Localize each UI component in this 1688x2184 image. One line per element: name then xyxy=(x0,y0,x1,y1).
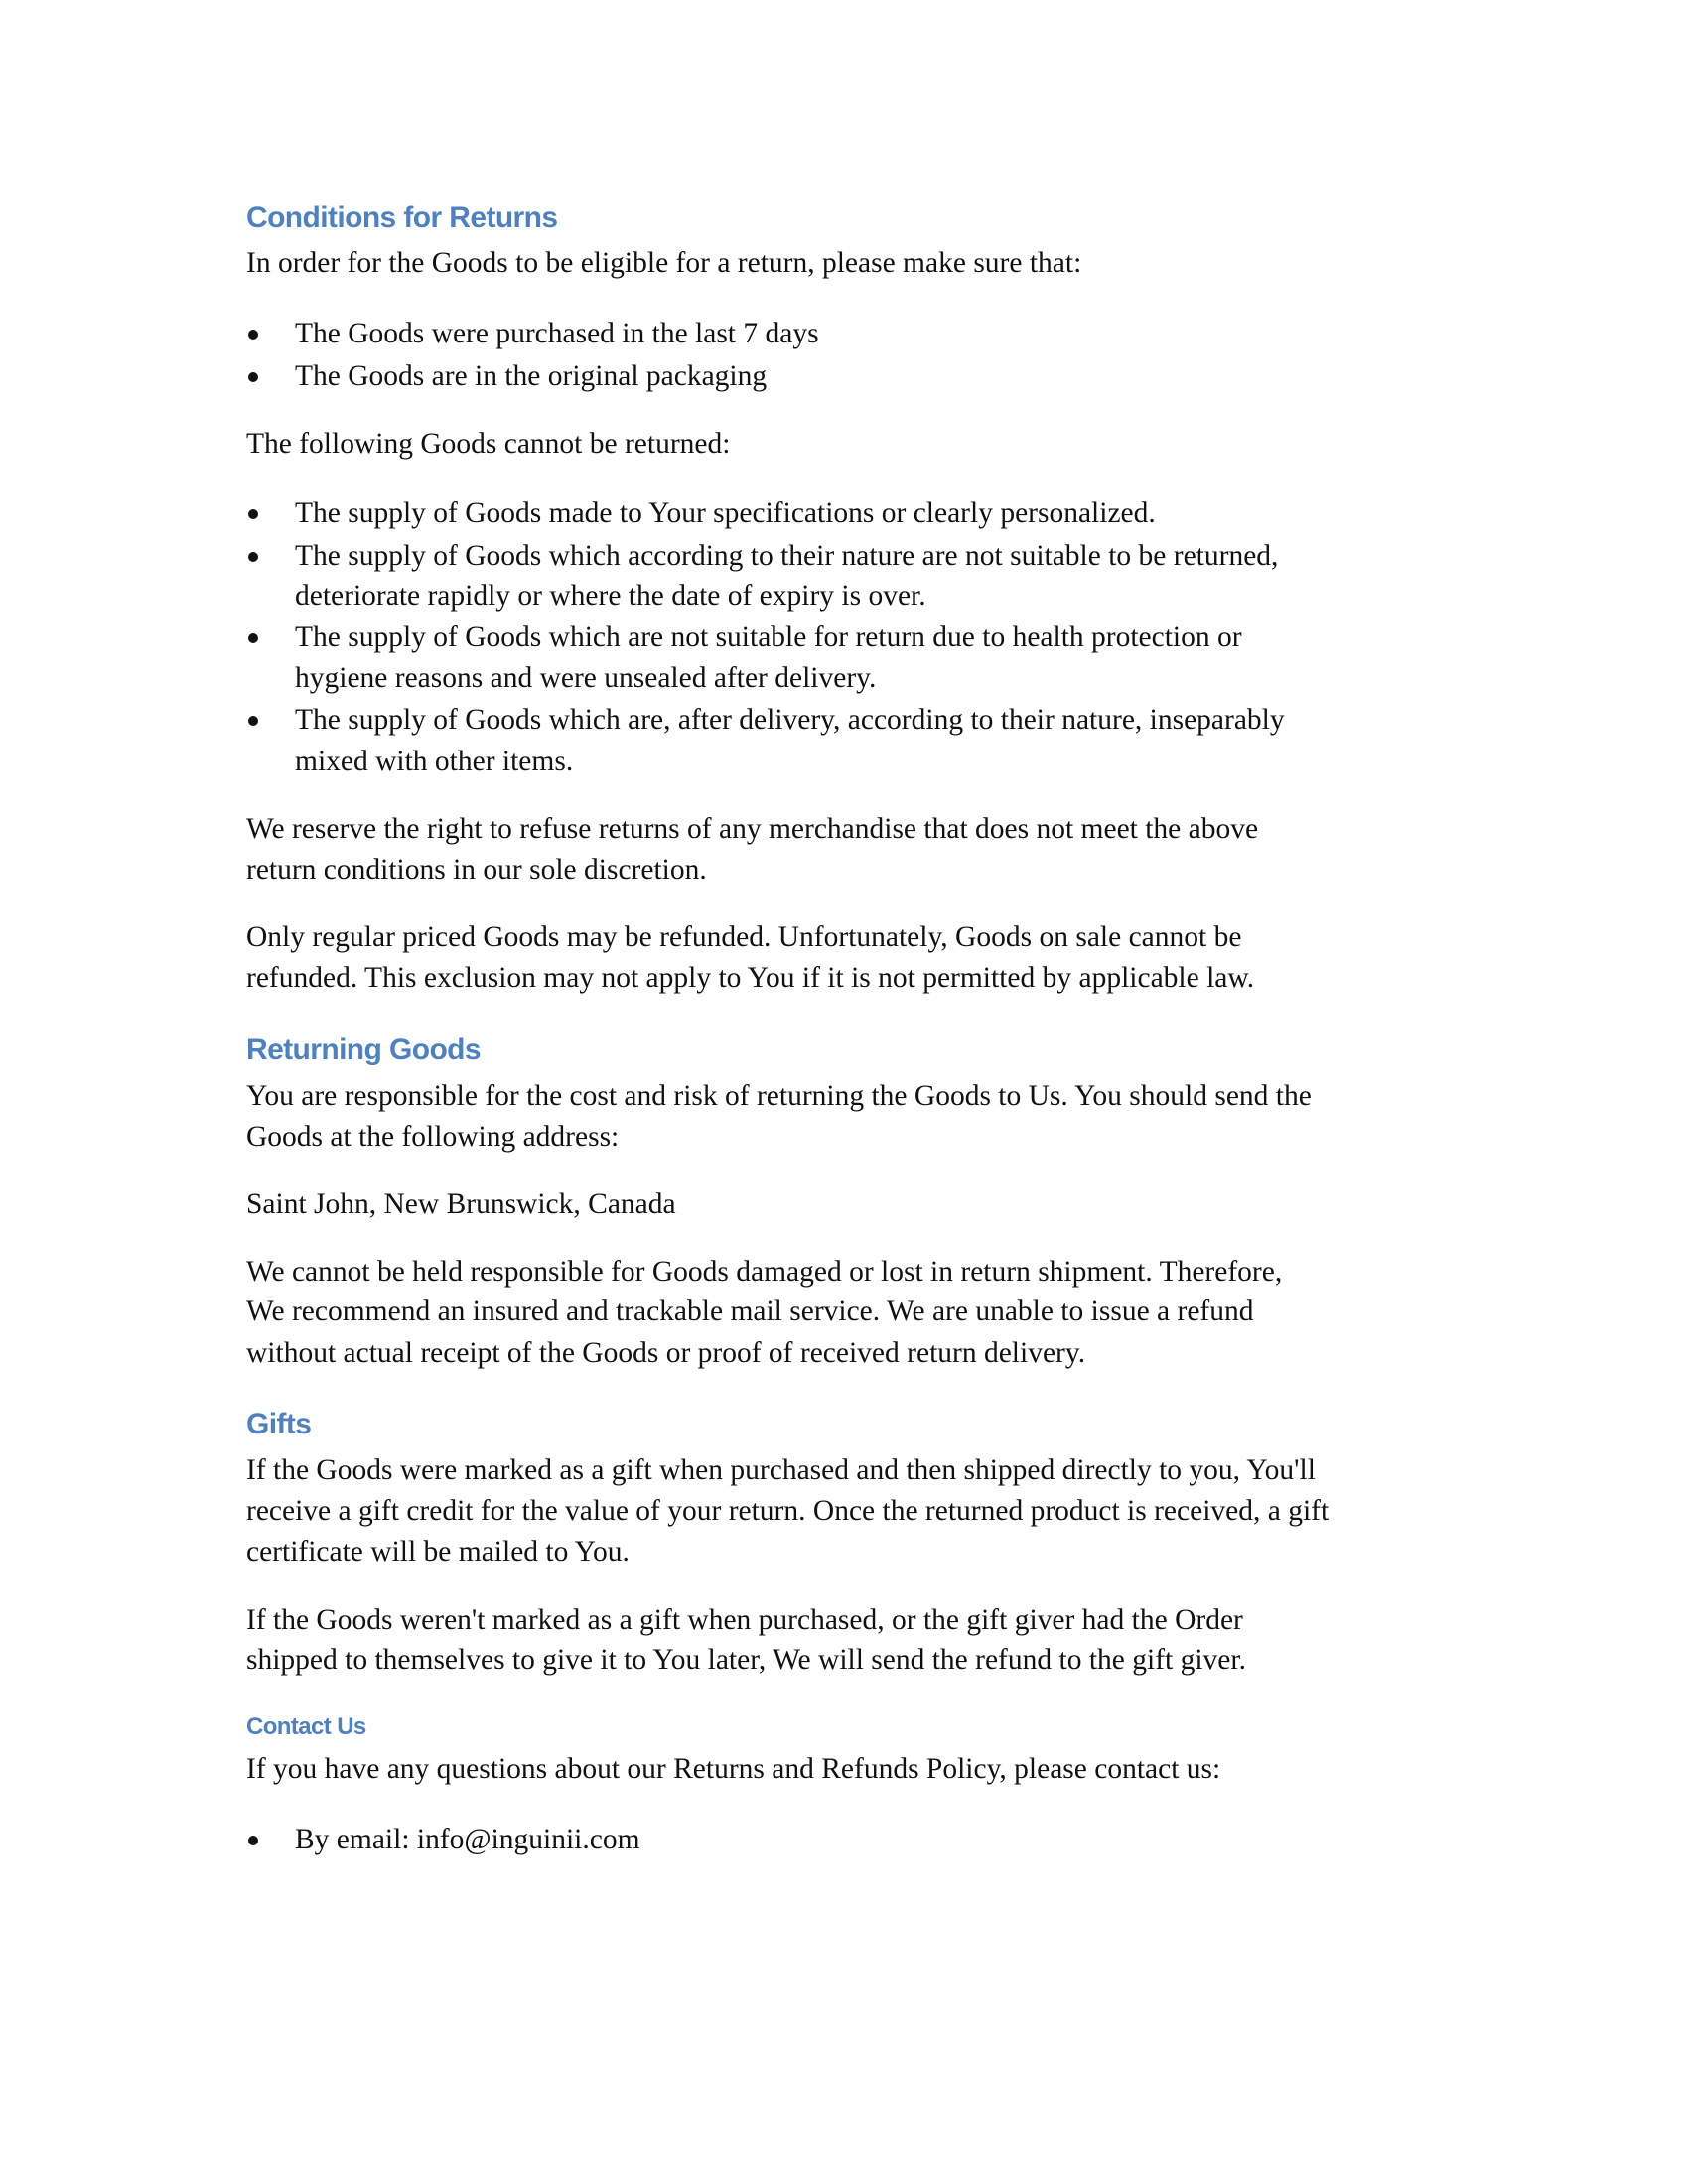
list-item: The supply of Goods which are not suitable for return due to health protection or xyxy=(295,621,1242,653)
refuse-paragraph-line: return conditions in our sole discretion. xyxy=(246,854,707,886)
contact-intro: If you have any questions about our Returns and Refunds Policy, please contact us: xyxy=(246,1753,1221,1785)
heading-returning-goods: Returning Goods xyxy=(246,1033,481,1066)
bullet-icon xyxy=(248,716,258,726)
sale-paragraph-line: Only regular priced Goods may be refunded. Unfortunately, Goods on sale cannot be xyxy=(246,921,1242,953)
gifts-paragraph-line: shipped to themselves to give it to You later, We will send the refund to the gift giver. xyxy=(246,1644,1246,1676)
list-item: The Goods are in the original packaging xyxy=(295,360,768,392)
list-item: The supply of Goods made to Your specifications or clearly personalized. xyxy=(295,497,1156,529)
return-address: Saint John, New Brunswick, Canada xyxy=(246,1188,676,1220)
list-item-continued: mixed with other items. xyxy=(295,746,574,777)
conditions-intro: In order for the Goods to be eligible for a return, please make sure that: xyxy=(246,247,1082,279)
liability-paragraph-line: We cannot be held responsible for Goods damaged or lost in return shipment. Therefore, xyxy=(246,1256,1283,1288)
liability-paragraph-line: without actual receipt of the Goods or proof of received return delivery. xyxy=(246,1337,1086,1369)
gifts-paragraph-line: receive a gift credit for the value of your return. Once the returned product is received, a gift xyxy=(246,1495,1330,1527)
list-item-continued: hygiene reasons and were unsealed after delivery. xyxy=(295,662,877,694)
bullet-icon xyxy=(248,633,258,643)
list-item-continued: deteriorate rapidly or where the date of expiry is over. xyxy=(295,580,926,612)
list-item: The supply of Goods which are, after delivery, according to their nature, inseparably xyxy=(295,704,1285,736)
returning-paragraph-line: Goods at the following address: xyxy=(246,1121,620,1153)
gifts-paragraph-line: certificate will be mailed to You. xyxy=(246,1536,630,1568)
bullet-icon xyxy=(248,1836,258,1845)
refuse-paragraph-line: We reserve the right to refuse returns of any merchandise that does not meet the above xyxy=(246,813,1259,845)
gifts-paragraph-line: If the Goods were marked as a gift when purchased and then shipped directly to you, You'll xyxy=(246,1454,1316,1486)
bullet-icon xyxy=(248,509,258,519)
bullet-icon xyxy=(248,372,258,382)
bullet-icon xyxy=(248,552,258,562)
returning-paragraph-line: You are responsible for the cost and risk of returning the Goods to Us. You should send the xyxy=(246,1080,1312,1112)
heading-conditions-for-returns: Conditions for Returns xyxy=(246,202,558,234)
heading-gifts: Gifts xyxy=(246,1408,312,1440)
liability-paragraph-line: We recommend an insured and trackable mail service. We are unable to issue a refund xyxy=(246,1296,1254,1327)
list-item: The supply of Goods which according to their nature are not suitable to be returned, xyxy=(295,540,1279,572)
exclusions-intro: The following Goods cannot be returned: xyxy=(246,428,731,460)
contact-email[interactable]: By email: info@inguinii.com xyxy=(295,1824,640,1855)
sale-paragraph-line: refunded. This exclusion may not apply to You if it is not permitted by applicable law. xyxy=(246,962,1255,994)
gifts-paragraph-line: If the Goods weren't marked as a gift when purchased, or the gift giver had the Order xyxy=(246,1604,1243,1636)
list-item: The Goods were purchased in the last 7 days xyxy=(295,318,819,349)
bullet-icon xyxy=(248,330,258,340)
heading-contact-us: Contact Us xyxy=(246,1713,366,1740)
